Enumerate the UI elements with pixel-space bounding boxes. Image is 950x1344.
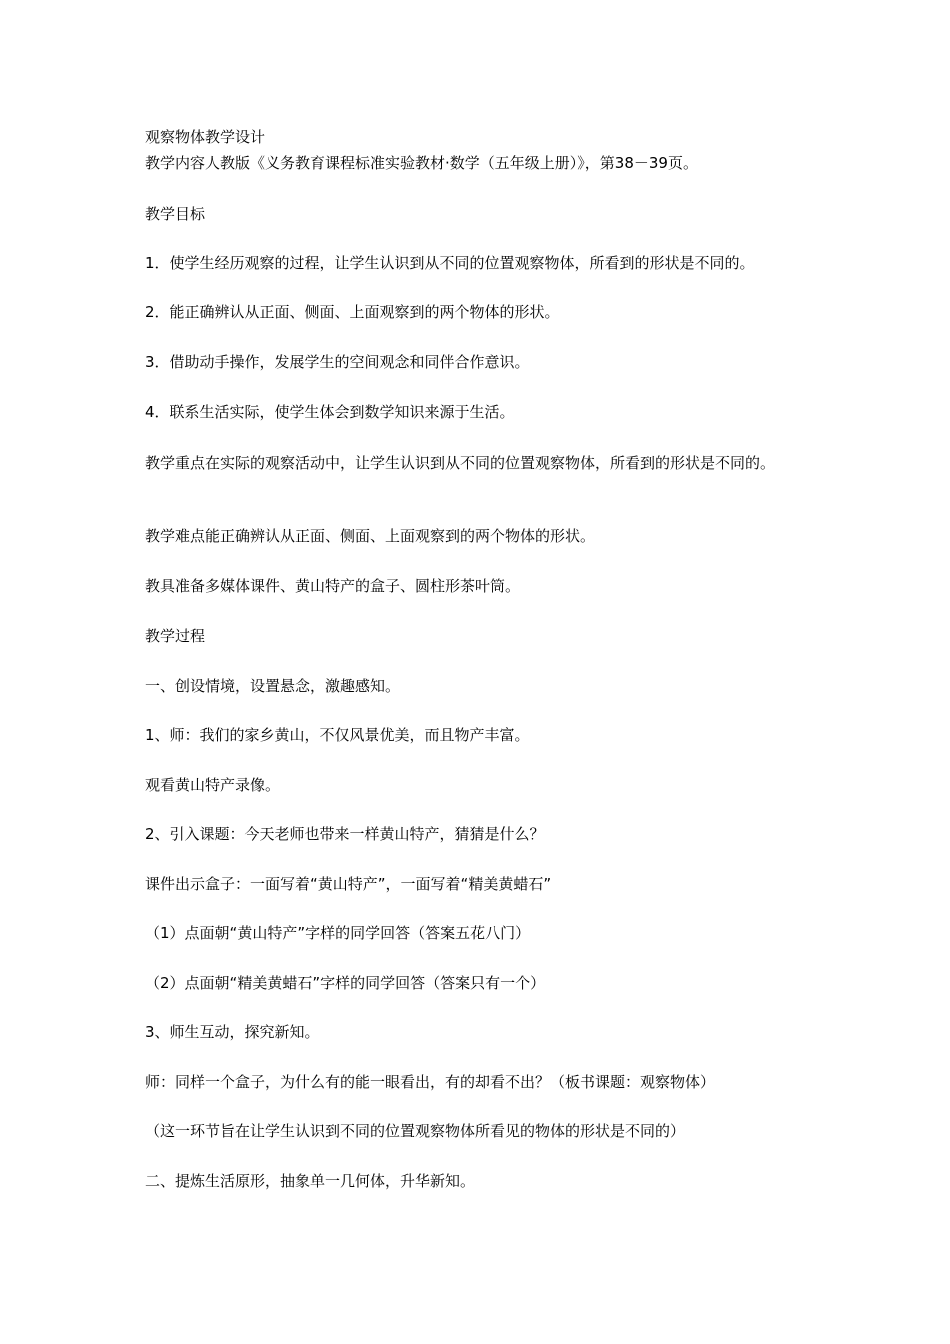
answer-1: （1）点面朝“黄山特产”字样的同学回答（答案五花八门） bbox=[145, 924, 531, 942]
objective-1: 1．使学生经历观察的过程，让学生认识到从不同的位置观察物体，所看到的形状是不同的。 bbox=[145, 254, 755, 272]
watch-video: 观看黄山特产录像。 bbox=[145, 776, 281, 794]
objective-3: 3．借助动手操作，发展学生的空间观念和同伴合作意识。 bbox=[145, 353, 530, 371]
step-1-3: 3、师生互动，探究新知。 bbox=[145, 1023, 320, 1041]
step-1-2: 2、引入课题：今天老师也带来一样黄山特产，猜猜是什么？ bbox=[145, 825, 545, 843]
note: （这一环节旨在让学生认识到不同的位置观察物体所看见的物体的形状是不同的） bbox=[145, 1122, 686, 1140]
step-2: 二、提炼生活原形，抽象单一几何体，升华新知。 bbox=[145, 1172, 476, 1190]
teacher-question: 师：同样一个盒子，为什么有的能一眼看出，有的却看不出？（板书课题：观察物体） bbox=[145, 1073, 716, 1091]
step-1: 一、创设情境，设置悬念，激趣感知。 bbox=[145, 677, 401, 695]
objectives-heading: 教学目标 bbox=[145, 205, 206, 223]
process-heading: 教学过程 bbox=[145, 627, 206, 645]
key-point: 教学重点在实际的观察活动中，让学生认识到从不同的位置观察物体，所看到的形状是不同的。 bbox=[145, 454, 776, 472]
answer-2: （2）点面朝“精美黄蜡石”字样的同学回答（答案只有一个） bbox=[145, 974, 546, 992]
materials: 教具准备多媒体课件、黄山特产的盒子、圆柱形茶叶筒。 bbox=[145, 577, 521, 595]
objective-4: 4．联系生活实际，使学生体会到数学知识来源于生活。 bbox=[145, 403, 515, 421]
difficulty: 教学难点能正确辨认从正面、侧面、上面观察到的两个物体的形状。 bbox=[145, 527, 596, 545]
box-display: 课件出示盒子：一面写着“黄山特产”，一面写着“精美黄蜡石” bbox=[145, 875, 552, 893]
teaching-content: 教学内容人教版《义务教育课程标准实验教材·数学（五年级上册）》，第38－39页。 bbox=[145, 154, 698, 172]
doc-title: 观察物体教学设计 bbox=[145, 128, 266, 146]
step-1-1: 1、师：我们的家乡黄山，不仅风景优美，而且物产丰富。 bbox=[145, 726, 530, 744]
objective-2: 2．能正确辨认从正面、侧面、上面观察到的两个物体的形状。 bbox=[145, 303, 560, 321]
